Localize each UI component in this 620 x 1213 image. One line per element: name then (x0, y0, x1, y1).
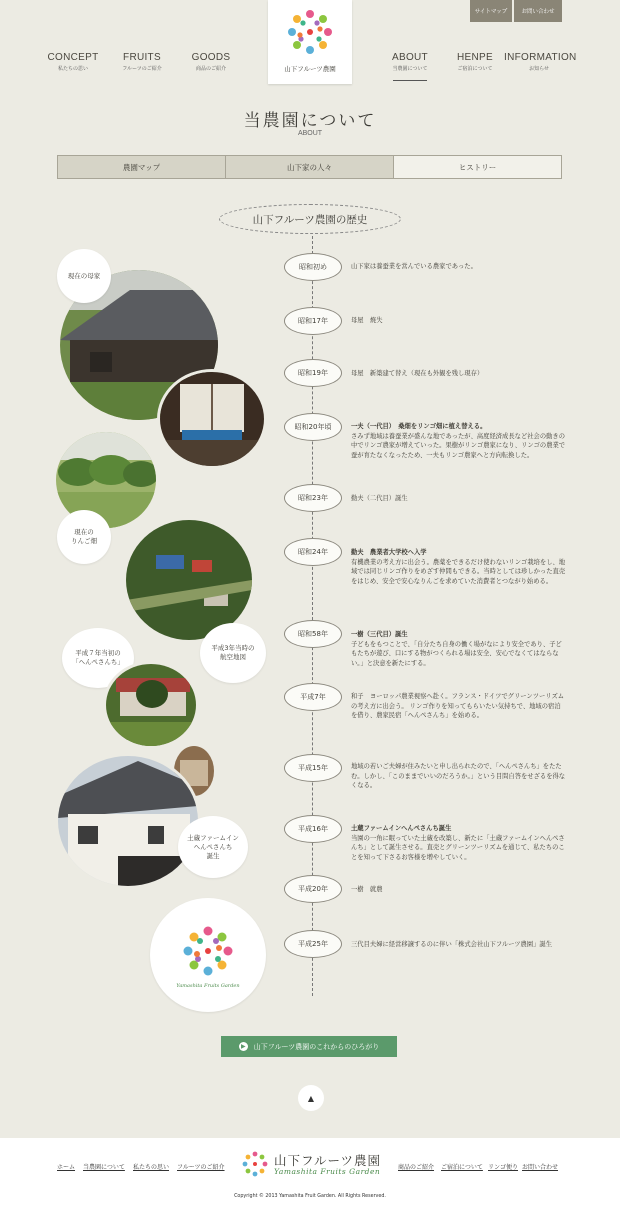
event-text: 和子 ヨーロッパ農業視察へ赴く。フランス・ドイツでグリーンツーリズムの考え方に出会う。 リンゴ作りを知ってもらいたい気持ちで、地域の宿泊を借り、農家民宿「へんぺさんち」を始める。 (351, 693, 565, 719)
future-expansion-button[interactable] (221, 1036, 397, 1057)
event-text: 子どもをもつことで、「自分たち自身の働く場がなにより安全であり、子どもたちが遊び、口にする物がつくられる場は安全、安心でなくてはならない。」と決意を新たにする。 (351, 640, 562, 667)
orchard-label: 現在の りんご畑 (71, 528, 97, 545)
house-label-bubble (57, 249, 111, 303)
history-title: 山下フルーツ農園の歴史 (219, 204, 401, 234)
house-interior-photo (160, 372, 264, 466)
nav-jp-label: フルーツのご紹介 (122, 66, 162, 72)
footer-link-contact[interactable]: お問い合わせ (522, 1164, 559, 1171)
event-text: 有機農業の考え方に出会う。農薬をできるだけ使わないリンゴ栽培をし、地域では同じリンゴ作りをめざす仲間もできる。当時としては珍しかった直売をはじめ、安全で安心なりんごを求めていた消費者とつながり始める。 (351, 558, 566, 585)
brand-roman-name: Yamashita Fruits Garden (176, 982, 240, 989)
nav-jp-label: ご宿泊について (457, 66, 493, 72)
event-text: 山下家は養蚕業を営んでいる農家であった。 (351, 263, 477, 270)
tab-farm-map[interactable]: 農園マップ (58, 156, 226, 178)
event-description (351, 824, 566, 862)
era-badge: 平成25年 (284, 930, 342, 958)
copyright: Copyright © 2013 Yamashita Fruit Garden. All Rights Reserved. (234, 1194, 386, 1199)
farm-inn-label: 土蔵ファームイン へんぺさんち 誕生 (187, 833, 239, 860)
era-badge: 昭和20年頃 (284, 413, 342, 441)
event-heading: 勤夫 農業者大学校へ入学 (351, 549, 427, 556)
era-badge: 昭和19年 (284, 359, 342, 387)
tab-family[interactable]: 山下家の人々 (226, 156, 394, 178)
event-text: 当園の一角に眠っていた土蔵を改築し、新たに「土蔵ファームインへんぺさんち」として誕生させる。直売とグリーンツーリズムを通じて、私たちのことを知って下さるお客様を増やしていく。 (351, 834, 565, 861)
footer-link-about[interactable]: 当農園について (83, 1164, 125, 1171)
nav-jp-label: 私たちの思い (57, 66, 88, 72)
event-text: 一樹 就農 (351, 886, 383, 893)
event-description (351, 422, 566, 460)
nav-henpe[interactable] (440, 52, 510, 72)
henpe-label: 平成７年当初の 「へんぺさんち」 (72, 649, 124, 666)
event-text: 勤夫（二代目）誕生 (351, 495, 408, 502)
era-badge: 平成16年 (284, 815, 342, 843)
aerial-photo (126, 520, 252, 640)
brand-logo-circle (150, 898, 266, 1012)
event-description (351, 630, 566, 668)
footer-brand-roman: Yamashita Fruits Garden (274, 1167, 381, 1176)
nav-en-label: ABOUT (392, 52, 428, 63)
event-description (351, 692, 566, 721)
footer-link-letters[interactable]: リンゴ便り (488, 1164, 519, 1171)
era-badge: 昭和23年 (284, 484, 342, 512)
nav-jp-label: お知らせ (529, 66, 549, 72)
event-description (351, 762, 566, 791)
event-description (351, 262, 566, 272)
era-badge: 昭和58年 (284, 620, 342, 648)
nav-fruits[interactable] (107, 52, 177, 72)
arrow-up-icon: ▲ (307, 1093, 315, 1103)
era-badge: 昭和24年 (284, 538, 342, 566)
arrow-right-icon: ▶ (239, 1042, 248, 1051)
sitemap-link[interactable]: サイトマップ (470, 0, 512, 22)
aerial-label-bubble (200, 623, 266, 683)
event-text: 母屋 焼失 (351, 317, 383, 324)
event-heading: 一樹（三代目）誕生 (351, 631, 408, 638)
section-tabs (57, 155, 562, 179)
logo-name: 山下フルーツ農園 (284, 65, 336, 73)
event-heading: 一夫（一代目） 桑畑をリンゴ畑に植え替える。 (351, 423, 487, 430)
logo-flower-icon (177, 920, 239, 982)
event-description (351, 548, 566, 586)
event-description (351, 316, 566, 326)
era-badge: 平成20年 (284, 875, 342, 903)
aerial-label: 平成3年当時の 航空地図 (211, 644, 255, 661)
event-description (351, 369, 566, 379)
footer-link-fruits[interactable]: フルーツのご紹介 (177, 1164, 225, 1171)
nav-en-label: FRUITS (123, 52, 161, 63)
house-label: 現在の母家 (67, 271, 101, 280)
farm-inn-photo (58, 756, 198, 886)
nav-en-label: CONCEPT (47, 52, 99, 63)
era-badge: 平成15年 (284, 754, 342, 782)
tab-history[interactable]: ヒストリー (394, 156, 561, 178)
footer-brand-name: 山下フルーツ農園 (274, 1153, 382, 1168)
event-text: さみず地域は養蚕業が盛んな地であったが、高度経済成長など社会の動きの中でリンゴ農家が増えていった。果樹がリンゴ農家になり、リンゴの農業で蚕が育たなくなったため、一夫もリンゴ農家へと方向転換した。 (351, 432, 566, 459)
nav-about[interactable] (375, 52, 445, 72)
event-text: 地域の若いご夫婦が住みたいと申し出られたので、「へんぺさんち」をたたむ。しかし、「このままでいいのだろうか。」という目問自答をせざるを得なくなる。 (351, 763, 566, 789)
footer-logo-icon (240, 1149, 270, 1179)
orchard-label-bubble (57, 510, 111, 564)
cta-label: 山下フルーツ農園のこれからのひろがり (253, 1042, 380, 1051)
footer-link-goods[interactable]: 商品のご紹介 (398, 1164, 435, 1171)
contact-link[interactable]: お問い合わせ (514, 0, 562, 22)
footer-link-concept[interactable]: 私たちの思い (133, 1164, 170, 1171)
nav-information[interactable] (504, 52, 577, 72)
nav-concept[interactable] (38, 52, 108, 72)
event-text: 母屋 新築建て替え（現在も外観を残し現存） (351, 370, 484, 377)
nav-goods[interactable] (176, 52, 246, 72)
nav-jp-label: 当農園について (392, 66, 428, 72)
page-title: 当農園について (243, 111, 377, 131)
nav-en-label: GOODS (191, 52, 231, 63)
era-badge: 昭和初め (284, 253, 342, 281)
farm-inn-label-bubble (178, 816, 248, 878)
footer-link-home[interactable]: ホーム (57, 1164, 76, 1171)
nav-en-label: HENPE (457, 52, 493, 63)
era-badge: 平成7年 (284, 683, 342, 711)
nav-en-label: INFORMATION (504, 52, 577, 63)
event-description (351, 940, 566, 950)
nav-jp-label: 商品のご紹介 (195, 66, 226, 72)
logo-flower-icon (268, 0, 352, 64)
page-subtitle: ABOUT (297, 130, 323, 137)
era-badge: 昭和17年 (284, 307, 342, 335)
back-to-top-button[interactable] (298, 1085, 324, 1111)
event-description (351, 885, 566, 895)
footer-link-stay[interactable]: ご宿泊について (441, 1164, 483, 1171)
nav-active-indicator (393, 80, 427, 81)
event-text: 三代目夫婦に経営移譲するのに伴い「株式会社山下フルーツ農園」誕生 (351, 941, 552, 948)
event-description (351, 494, 566, 504)
event-heading: 土蔵ファームインへんぺさんち誕生 (351, 825, 452, 832)
henpe-photo (106, 664, 196, 746)
